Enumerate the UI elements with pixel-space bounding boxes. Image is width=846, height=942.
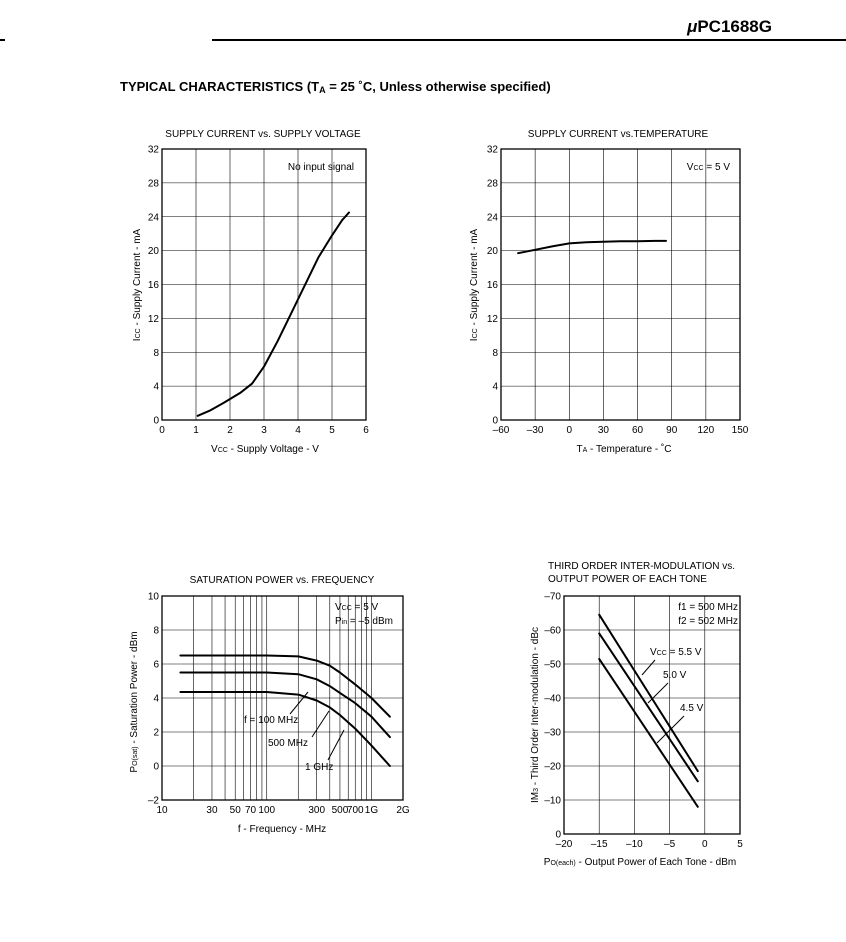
x-tick-label: 100 bbox=[258, 805, 276, 816]
x-tick-label: 4 bbox=[295, 425, 301, 436]
y-tick-label: –60 bbox=[544, 625, 561, 637]
x-tick-label: 60 bbox=[632, 425, 644, 436]
y-tick-label: 10 bbox=[147, 591, 159, 603]
x-tick-label: 5 bbox=[737, 839, 743, 850]
x-tick-label: 1 bbox=[193, 425, 199, 436]
y-tick-label: 20 bbox=[486, 246, 498, 258]
annotation-f2: f2 = 502 MHz bbox=[678, 616, 738, 627]
annotation-vcc: VCC = 5 V bbox=[335, 602, 379, 613]
y-tick-label: 2 bbox=[153, 727, 159, 739]
y-tick-label: 32 bbox=[486, 144, 498, 156]
plot-frame bbox=[564, 596, 740, 834]
x-tick-label: 3 bbox=[261, 425, 267, 436]
annotation-vcc: VCC = 5 V bbox=[686, 162, 730, 173]
chart-title: SUPPLY CURRENT vs. SUPPLY VOLTAGE bbox=[165, 129, 361, 140]
y-tick-label: –30 bbox=[544, 727, 561, 739]
annotation-f1: f1 = 500 MHz bbox=[678, 602, 738, 613]
x-tick-label: 6 bbox=[363, 425, 369, 436]
y-tick-label: 4 bbox=[153, 693, 159, 705]
x-tick-label: 0 bbox=[702, 839, 708, 850]
x-axis-label: PO(each) - Output Power of Each Tone - dBm bbox=[543, 857, 737, 868]
y-tick-label: 8 bbox=[153, 625, 159, 637]
x-axis-label: f - Frequency - MHz bbox=[237, 824, 327, 835]
x-tick-label: 150 bbox=[731, 425, 749, 436]
x-tick-label: 50 bbox=[229, 805, 241, 816]
label-vcc-5-5v: VCC = 5.5 V bbox=[650, 647, 702, 658]
x-tick-label: –30 bbox=[526, 425, 544, 436]
y-tick-label: 24 bbox=[486, 212, 498, 224]
x-tick-label: 500 bbox=[331, 805, 349, 816]
y-tick-label: –10 bbox=[544, 795, 561, 807]
x-tick-label: 2G bbox=[396, 805, 410, 816]
x-tick-label: 700 bbox=[346, 805, 364, 816]
x-tick-label: 300 bbox=[308, 805, 326, 816]
y-axis-label: PO(sat) - Saturation Power - dBm bbox=[129, 631, 140, 773]
y-tick-label: 32 bbox=[147, 144, 159, 156]
y-tick-label: –70 bbox=[544, 591, 561, 603]
x-tick-label: 120 bbox=[697, 425, 715, 436]
x-tick-label: 10 bbox=[156, 805, 168, 816]
series-line-2 bbox=[599, 659, 698, 807]
y-tick-label: –50 bbox=[544, 659, 561, 671]
y-tick-label: 0 bbox=[153, 761, 159, 773]
y-tick-label: –20 bbox=[544, 761, 561, 773]
section-title: TYPICAL CHARACTERISTICS ($T_A = 25$ ˚C, Unless otherwise specified) bbox=[120, 79, 551, 95]
chart-title: SATURATION POWER vs. FREQUENCY bbox=[189, 575, 375, 586]
y-tick-label: 28 bbox=[147, 178, 159, 190]
label-5-0v: 5.0 V bbox=[663, 670, 687, 681]
annotation-no-input-signal: No input signal bbox=[287, 162, 354, 173]
x-tick-label: –60 bbox=[492, 425, 510, 436]
chart-title-line-1: THIRD ORDER INTER-MODULATION vs. bbox=[548, 561, 736, 572]
y-tick-label: 0 bbox=[153, 415, 159, 427]
y-axis-label: ICC - Supply Current - mA bbox=[132, 228, 143, 342]
x-axis-label: TA - Temperature - ˚C bbox=[576, 444, 672, 455]
y-tick-label: 0 bbox=[492, 415, 498, 427]
label-1ghz: 1 GHz bbox=[305, 762, 334, 773]
y-tick-label: 8 bbox=[492, 347, 498, 359]
y-tick-label: 8 bbox=[153, 347, 159, 359]
part-number-text: PC1688G bbox=[697, 17, 772, 36]
x-tick-label: –10 bbox=[626, 839, 643, 850]
chart-title: SUPPLY CURRENT vs.TEMPERATURE bbox=[527, 129, 709, 140]
x-tick-label: 90 bbox=[666, 425, 678, 436]
y-tick-label: 16 bbox=[147, 280, 159, 291]
series-line-0 bbox=[599, 615, 698, 771]
x-tick-label: 30 bbox=[597, 425, 609, 436]
x-tick-label: –15 bbox=[590, 839, 608, 850]
x-tick-label: –5 bbox=[664, 839, 676, 850]
chart-title-line-2: OUTPUT POWER OF EACH TONE bbox=[548, 574, 707, 585]
x-tick-label: 0 bbox=[159, 425, 165, 436]
annotation-pin: Pin = –5 dBm bbox=[335, 616, 393, 627]
x-tick-label: 1G bbox=[364, 805, 379, 816]
y-tick-label: 24 bbox=[147, 212, 159, 224]
y-tick-label: 28 bbox=[486, 178, 498, 190]
y-tick-label: 4 bbox=[153, 381, 159, 393]
x-tick-label: –20 bbox=[555, 839, 573, 850]
y-tick-label: 12 bbox=[147, 313, 159, 325]
x-tick-label: 2 bbox=[227, 425, 233, 436]
y-axis-label: IM3 - Third Order Inter-modulation - dBc bbox=[530, 626, 541, 804]
y-tick-label: 16 bbox=[486, 280, 498, 291]
label-500mhz: 500 MHz bbox=[268, 738, 309, 749]
y-tick-label: 20 bbox=[147, 246, 159, 258]
y-tick-label: –40 bbox=[544, 693, 561, 705]
leader-5-0v bbox=[648, 683, 668, 703]
y-tick-label: –2 bbox=[147, 795, 159, 807]
x-tick-label: 5 bbox=[329, 425, 335, 436]
part-number-prefix: μ bbox=[687, 17, 698, 36]
y-tick-label: 6 bbox=[153, 659, 159, 671]
y-tick-label: 4 bbox=[492, 381, 498, 393]
label-4-5v: 4.5 V bbox=[680, 703, 704, 714]
y-tick-label: 12 bbox=[486, 313, 498, 325]
label-100mhz: f = 100 MHz bbox=[244, 715, 299, 726]
leader-5-5v bbox=[642, 660, 655, 675]
x-tick-label: 30 bbox=[206, 805, 218, 816]
x-tick-label: 0 bbox=[566, 425, 573, 436]
x-tick-label: 70 bbox=[244, 805, 257, 816]
y-tick-label: 0 bbox=[555, 829, 561, 841]
y-axis-label: ICC - Supply Current - mA bbox=[469, 228, 480, 342]
x-axis-label: VCC - Supply Voltage - V bbox=[211, 444, 319, 455]
